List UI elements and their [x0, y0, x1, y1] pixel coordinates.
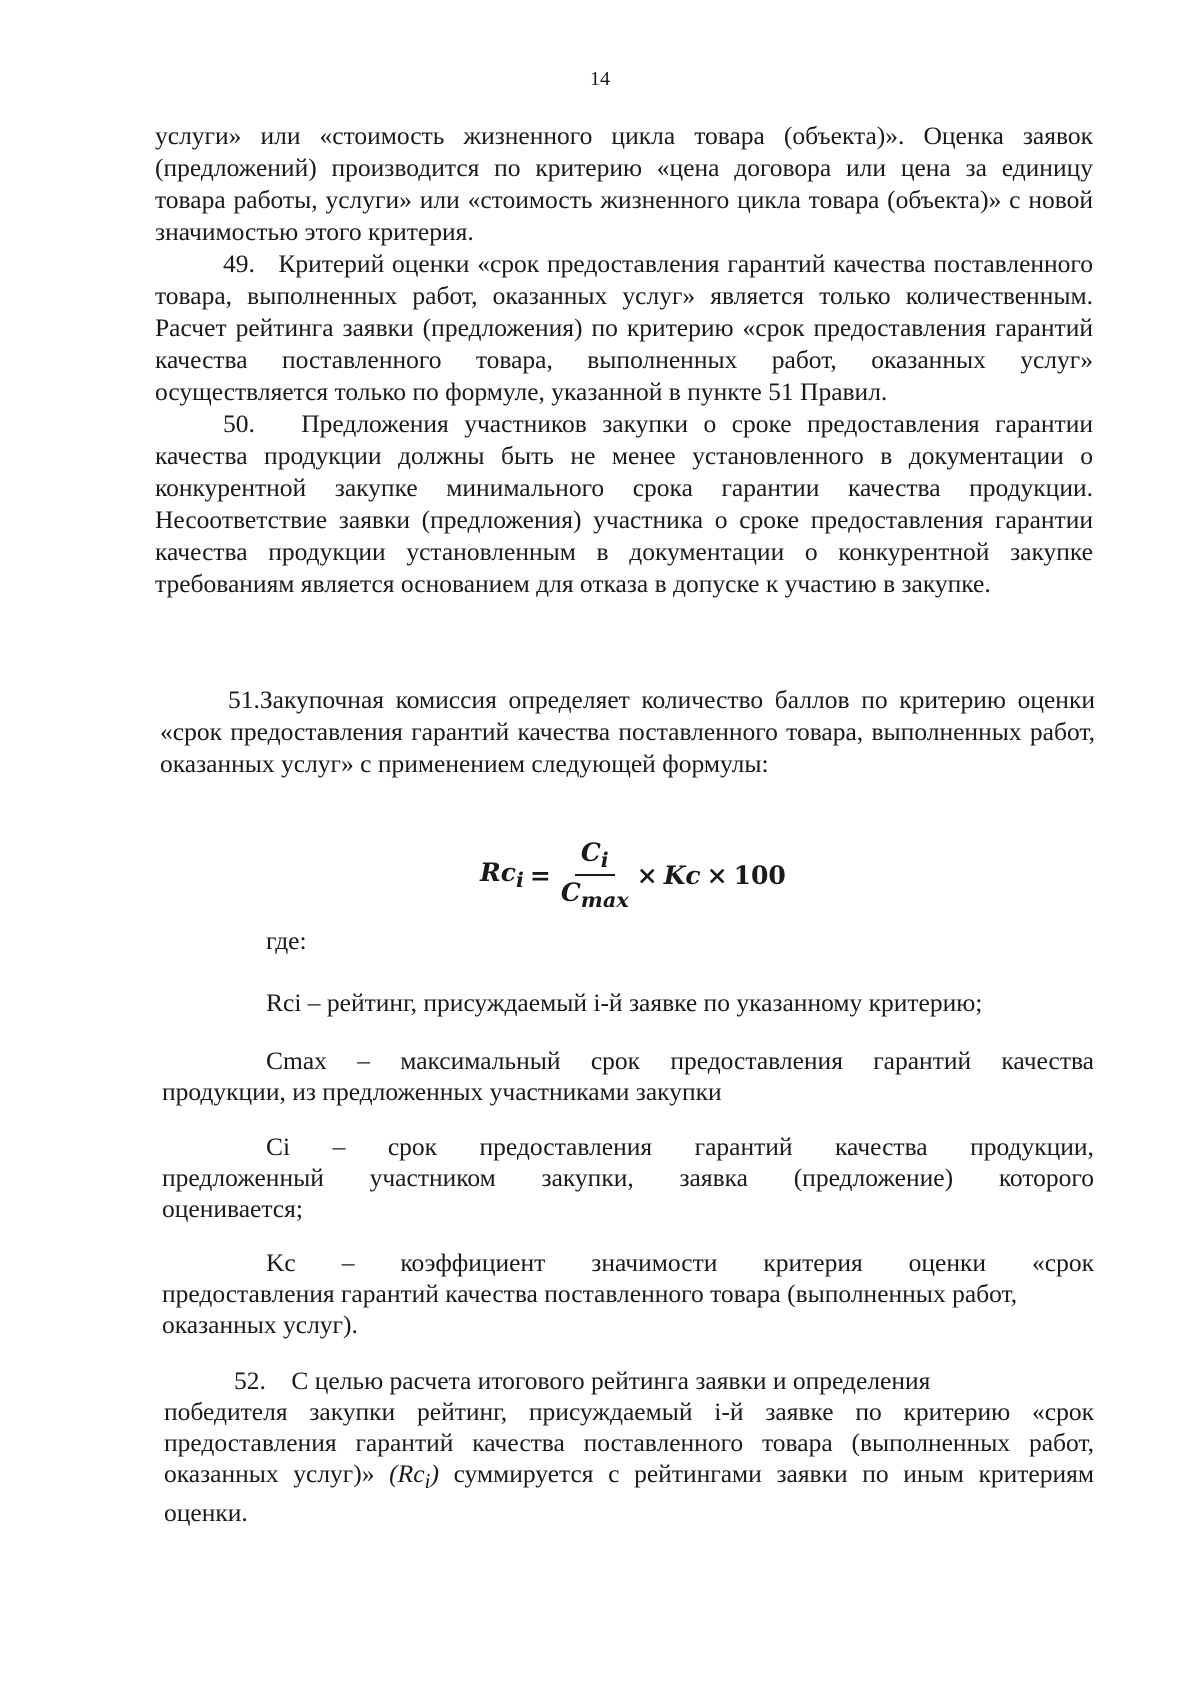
item-49 [155, 248, 1093, 408]
formula-lhs: $Rc_i$ [480, 858, 524, 892]
formula-denominator: $C_{max}$ [560, 878, 629, 912]
item-50-text: Предложения участников закупки о сроке предоставления гарантии качества продукции должны быть не менее установленного в документации о конкурентной закупке минимального срока гарантии качества продукции. Несоответствие заявки (предложения) участника о сроке предоставления гарантии качества продукции установленным в документации о конкурентной закупке требованиям является основанием для отказа в допуске к участию в закупке. [155, 409, 1093, 598]
formula-constant: 100 [733, 860, 786, 890]
definition-kc-line1: Kc – коэффициент значимости критерия оценки «срок [266, 1248, 1094, 1277]
item-52-number: 52. [234, 1366, 266, 1395]
formula-equals: = [529, 860, 551, 890]
page-number: 14 [590, 68, 610, 90]
formula-times-1: × [636, 860, 658, 890]
formula-times-2: × [706, 860, 728, 890]
item-52: 52. С целью расчета итогового рейтинга заявки и определения победителя закупки рейтинг, присуждаемый i-й заявке по критерию «срок предоставления гарантий качества поставленного товара (выполненных работ, оказанных услуг)» $(Rc_i)$ суммируется с рейтингами заявки по иным критериям оценки. [164, 1366, 1094, 1528]
formula-factor: Kc [663, 860, 701, 890]
item-51 [160, 684, 1095, 780]
formula-fraction [561, 838, 629, 912]
definition-kc: Kc – коэффициент значимости критерия оценки «срок предоставления гарантий качества поставленного товара (выполненных работ, оказанных услуг). [162, 1248, 1094, 1339]
where-label: где: [266, 926, 307, 955]
definition-ci: Ci – срок предоставления гарантий качества продукции, предложенный участником закупки, заявка (предложение) которого оценивается; [162, 1132, 1094, 1223]
item-49-number: 49. [223, 249, 255, 278]
formula-numerator: $C_i$ [575, 838, 615, 876]
top-paragraph-block [155, 120, 1093, 600]
item-51-text: Закупочная комиссия определяет количество баллов по критерию оценки «срок предоставления гарантий качества поставленного товара, выполненных работ, оказанных услуг» с применением следующей формулы: [160, 685, 1095, 778]
item-50-number: 50. [223, 409, 255, 438]
top-paragraph: услуги» или «стоимость жизненного цикла товара (объекта)». Оценка заявок (предложений) производится по критерию «цена договора или цена за единицу товара работы, услуги» или «стоимость жизненного цикла товара (объекта)» с новой значимостью этого критерия. [155, 121, 1093, 246]
item-49-text: Критерий оценки «срок предоставления гарантий качества поставленного товара, выполненных работ, оказанных услуг» является только количественным. Расчет рейтинга заявки (предложения) по критерию «срок предоставления гарантий качества поставленного товара, выполненных работ, оказанных услуг» осуществляется только по формуле, указанной в пункте 51 Правил. [155, 249, 1094, 406]
definition-ci-line1: Ci – срок предоставления гарантий качества продукции, [266, 1132, 1094, 1161]
item-51-block [160, 684, 1095, 780]
definition-rci: Rci – рейтинг, присуждаемый i-й заявке по указанному критерию; [266, 988, 983, 1017]
item-50 [155, 408, 1093, 600]
rating-formula [480, 838, 786, 912]
definition-ci-line2: предложенный участником закупки, заявка (предложение) которого [162, 1163, 1094, 1192]
item-51-number: 51. [228, 685, 260, 714]
definition-cmax: Cmax – максимальный срок предоставления гарантий качества продукции, из предложенных участниками закупки [162, 1046, 1094, 1106]
